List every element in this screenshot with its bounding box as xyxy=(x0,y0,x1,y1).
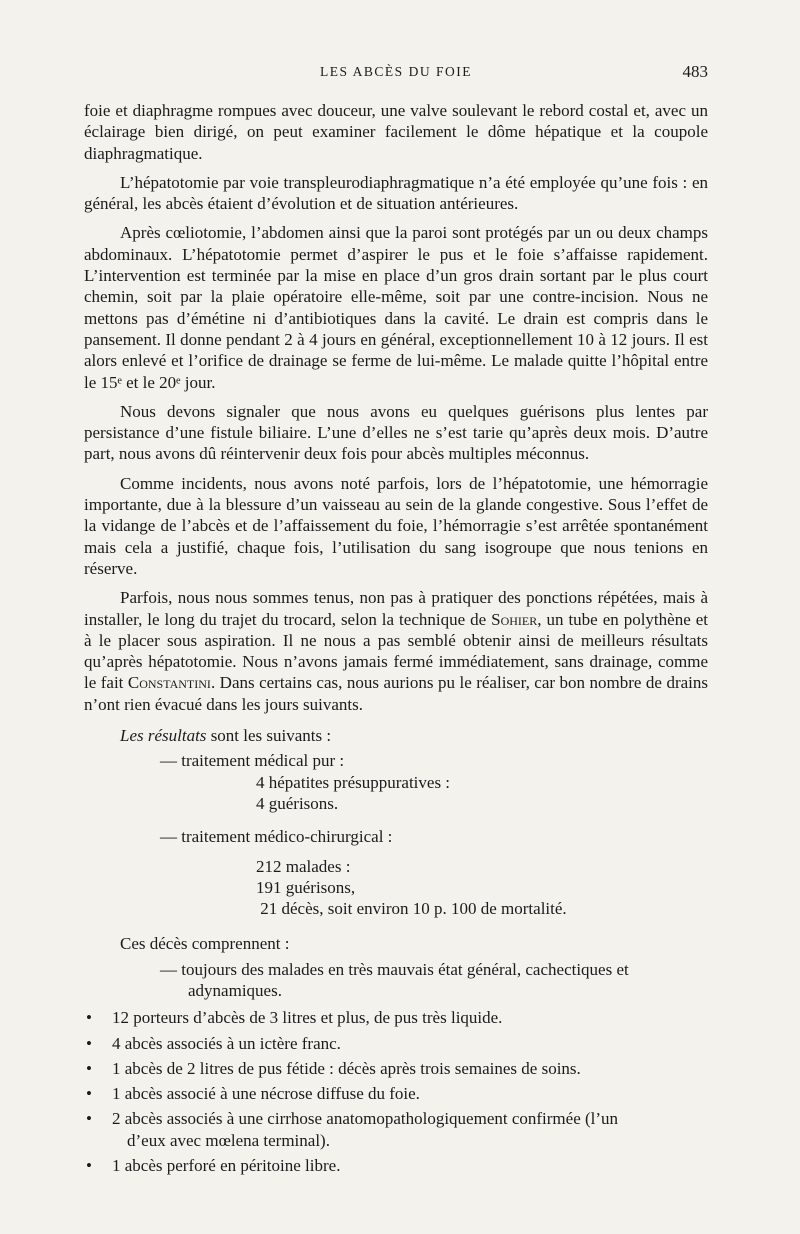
deaths-dash-line-1: — toujours des malades en très mauvais état général, cachectiques et xyxy=(160,959,629,979)
deaths-bullet-list xyxy=(84,1007,708,1176)
paragraph-6-part-c: . Dans certains cas, nous aurions pu le réaliser, car bon nombre de drains n’ont rien évacué dans les jours suivants. xyxy=(84,673,709,714)
page-header xyxy=(84,64,708,86)
deaths-dash-line-2: adynamiques. xyxy=(188,980,282,1000)
author-name-sohier: Sohier xyxy=(491,609,538,629)
surgical-line-2: 191 guérisons, xyxy=(256,877,356,897)
results-lead xyxy=(120,725,708,746)
medical-line-2: 4 guérisons. xyxy=(256,793,339,813)
running-title: LES ABCÈS DU FOIE xyxy=(320,64,472,79)
surgical-line-3: 21 décès, soit environ 10 p. 100 de mortalité. xyxy=(256,899,567,919)
surgical-treatment-label: — traitement médico-chirurgical : xyxy=(160,827,393,847)
paragraph-6-part-b: , un tube en polythène et à le placer sous aspiration. Il ne nous a pas semblé obtenir ainsi de meilleurs résultats qu’après hépatotomie. Nous n’avons jamais fermé immédiatement, sans drainage, comme le fait xyxy=(84,609,708,693)
bullet-item: • 1 abcès de 2 litres de pus fétide : décès après trois semaines de soins. xyxy=(86,1058,581,1078)
deaths-lead: Ces décès comprennent : xyxy=(120,934,290,954)
deaths-dash-item xyxy=(160,959,708,1002)
medical-treatment-label: — traitement médical pur : xyxy=(160,751,345,771)
paragraph-5: Comme incidents, nous avons noté parfois, lors de l’hépatotomie, une hémorragie importante, due à la blessure d’un vaisseau au sein de la glande congestive. Sous l’effet de la vidange de l’abcès et de l’affaissement du foie, l’hémorragie s’est arrêtée spontanément mais cela a justifié, chaque fois, l’utilisation du sang isogroupe que nous tenions en réserve. xyxy=(84,473,708,578)
results-lead-rest: sont les suivants : xyxy=(206,726,332,746)
page-number: 483 xyxy=(682,62,708,81)
bullet-icon: • xyxy=(86,1008,92,1028)
bullet-item: • 12 porteurs d’abcès de 3 litres et plus, de pus très liquide. xyxy=(86,1008,503,1028)
author-name-constantini: Constantini xyxy=(127,673,211,693)
bullet-icon: • xyxy=(86,1109,92,1129)
bullet-icon: • xyxy=(86,1033,92,1053)
results-lead-italic: Les résultats xyxy=(120,726,207,746)
bullet-icon: • xyxy=(86,1156,92,1176)
paragraph-1: foie et diaphragme rompues avec douceur, une valve soulevant le rebord costal et, avec un éclairage bien dirigé, on peut examiner facilement le dôme hépatique et la coupole diaphragmatique. xyxy=(84,101,708,163)
bullet-continuation: d’eux avec mœlena terminal). xyxy=(127,1130,330,1150)
bullet-item: • 4 abcès associés à un ictère franc. xyxy=(86,1033,341,1053)
page-body xyxy=(84,100,708,1180)
bullet-icon: • xyxy=(86,1058,92,1078)
paragraph-6-part-a: Parfois, nous nous sommes tenus, non pas à pratiquer des ponctions répétées, mais à installer, le long du trajet du trocard, selon la technique de xyxy=(84,588,708,629)
paragraph-6 xyxy=(84,587,708,715)
paragraph-2: L’hépatotomie par voie transpleurodiaphragmatique n’a été employée qu’une fois : en général, les abcès étaient d’évolution et de situation antérieures. xyxy=(84,172,708,214)
medical-line-1: 4 hépatites présuppuratives : xyxy=(256,772,451,792)
bullet-icon: • xyxy=(86,1084,92,1104)
surgical-line-1: 212 malades : xyxy=(256,856,351,876)
bullet-item: • 1 abcès perforé en péritoine libre. xyxy=(86,1156,341,1176)
paragraph-4: Nous devons signaler que nous avons eu quelques guérisons plus lentes par persistance d’une fistule biliaire. L’une d’elles ne s’est tarie qu’après deux mois. D’autre part, nous avons dû réintervenir deux fois pour abcès multiples méconnus. xyxy=(84,401,708,464)
bullet-item: • 2 abcès associés à une cirrhose anatomopathologiquement confirmée (l’un d’eux avec mœlena terminal). xyxy=(84,1108,708,1151)
bullet-item: • 1 abcès associé à une nécrose diffuse du foie. xyxy=(86,1084,420,1104)
paragraph-3: Après cœliotomie, l’abdomen ainsi que la paroi sont protégés par un ou deux champs abdominaux. L’hépatotomie permet d’aspirer le pus et le foie s’affaisse rapidement. L’intervention est terminée par la mise en place d’un gros drain sortant par le plus court chemin, soit par la plaie opératoire elle-même, soit par une contre-incision. Nous ne mettons pas d’émétine ni d’antibiotiques dans la cavité. Le drain est compris dans le pansement. Il donne pendant 2 à 4 jours en général, exceptionnellement 10 à 12 jours. Il est alors enlevé et l’orifice de drainage se ferme de lui-même. Le malade quitte l’hôpital entre le 15ᵉ et le 20ᵉ jour. xyxy=(84,223,708,392)
